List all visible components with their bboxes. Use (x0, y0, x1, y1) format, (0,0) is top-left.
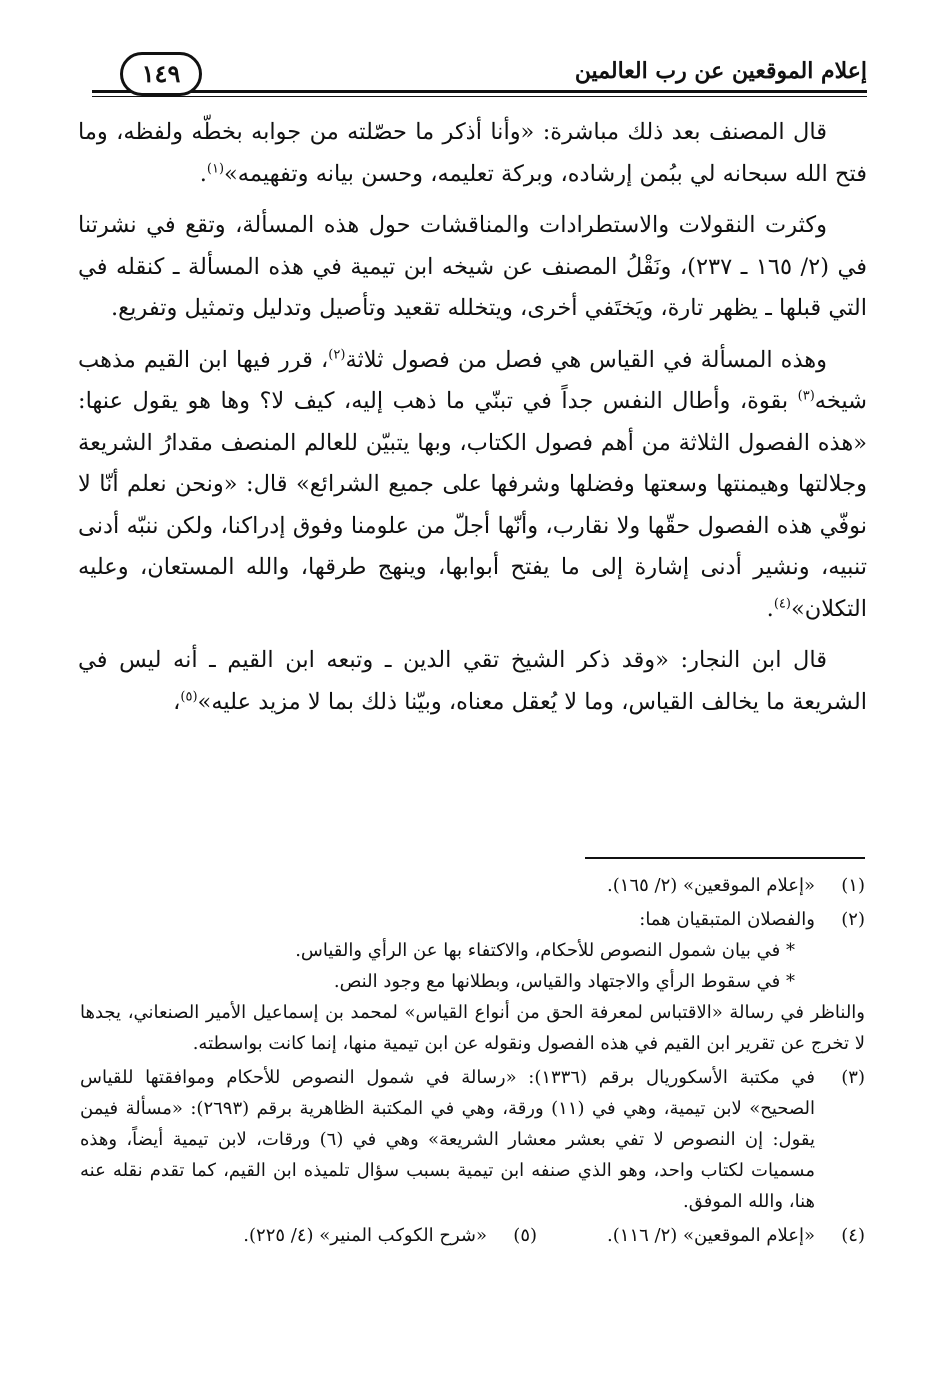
footnote-number: (١) (841, 875, 865, 896)
footnote-text (80, 904, 865, 1059)
footnote-number: (٣) (841, 1067, 865, 1088)
main-text (78, 112, 867, 733)
running-header (92, 52, 867, 102)
paragraph-3-end: . (766, 595, 774, 622)
footnote-ref-2: (٢) (328, 347, 346, 362)
paragraph-1-end: . (199, 160, 207, 187)
footnote-2-bullet-2: * في سقوط الرأي والاجتهاد والقياس، وبطلانها مع وجود النص. (333, 971, 795, 992)
footnote-2-intro: والفصلان المتبقيان هما: (639, 909, 815, 930)
paragraph-3 (78, 340, 867, 631)
footnote-number: (٤) (841, 1225, 865, 1246)
footnote-2-continuation: والناظر في رسالة «الاقتباس لمعرفة الحق من أنواع القياس» لمحمد بن إسماعيل الأمير الصنعاني، يجدها لا تخرج عن تقرير ابن القيم في هذه الفصول ونقوله عن ابن تيمية منها، إنما كانت بواسطته. (80, 1002, 865, 1054)
footnote-row-4-5 (80, 1220, 865, 1254)
footnote-2-bullet-1: * في بيان شمول النصوص للأحكام، والاكتفاء بها عن الرأي والقياس. (295, 940, 795, 961)
paragraph-4-text: قال ابن النجار: «وقد ذكر الشيخ تقي الدين ـ وتبعه ابن القيم ـ أنه ليس في الشريعة ما يخالف القياس، وما لا يُعقل معناه، وبيّنا ذلك بما لا مزيد عليه» (78, 647, 867, 715)
footnote-ref-1: (١) (206, 161, 225, 176)
footnote-number: (٢) (841, 909, 865, 930)
footnote-1 (80, 870, 865, 901)
header-rule-thin (92, 96, 867, 97)
paragraph-3-part-c: بقوة، وأطال النفس جداً في تبنّي ما ذهب إليه، كيف لا؟ وها هو يقول عنها: «هذه الفصول الثلاثة من أهم فصول الكتاب، وبها يتبيّن للعالم المنصف مقدارُ الشريعة وجلالتها وهيمنتها وسعتها وفضلها وشرفها على جميع الشرائع» قال: «ونحن نعلم أنّا لا نوفّي هذه الفصول حقّها ولا نقارب، وأنّها أجلّ من علومنا وفوق إدراكنا، ولكن ننبّه أدنى تنبيه، ونشير أدنى إشارة إلى ما يفتح أبوابها، وينهج طرقها، والله المستعان، وعليه التكلان» (78, 388, 867, 622)
paragraph-1-text: قال المصنف بعد ذلك مباشرة: «وأنا أذكر ما حصّلته من جوابه بخطّه ولفظه، وما فتح الله سبحانه لي ببُمن إرشاده، وبركة تعليمه، وحسن بيانه وتفهيمه» (78, 119, 867, 187)
paragraph-4-end: ، (173, 688, 181, 715)
paragraph-2: وكثرت النقولات والاستطرادات والمناقشات حول هذه المسألة، وتقع في نشرتنا في (٢/ ١٦٥ ـ ٢٣٧)، ونَقْلُ المصنف عن شيخه ابن تيمية في هذه المسألة ـ كنقله في التي قبلها ـ يظهر تارة، ويَختَفي أخرى، ويتخلله تقعيد وتأصيل وتدليل وتمثيل وتفريع. (78, 212, 867, 321)
paragraph-4 (78, 640, 867, 723)
footnote-ref-5: (٥) (180, 689, 198, 704)
footnote-separator (585, 857, 865, 859)
footnotes (80, 870, 865, 1254)
footnote-number: (٥) (513, 1225, 538, 1246)
footnote-ref-4: (٤) (773, 596, 791, 611)
footnote-3 (80, 1062, 865, 1217)
footnote-ref-3: (٣) (797, 388, 815, 404)
footnote-text: «إعلام الموقعين» (٢/ ١٦٥). (607, 875, 815, 896)
paragraph-1 (78, 112, 867, 195)
footnote-4 (607, 1220, 865, 1251)
footnote-text: «إعلام الموقعين» (٢/ ١١٦). (607, 1225, 815, 1246)
header-rule-thick (92, 90, 867, 93)
page-number: ١٤٩ (120, 52, 202, 96)
paragraph-3-part-a: وهذه المسألة في القياس هي فصل من فصول ثلاثة (345, 346, 827, 373)
footnote-text: في مكتبة الأسكوريال برقم (١٣٣٦): «رسالة في شمول النصوص للأحكام وموافقتها للقياس الصحيح» لابن تيمية، وهي في (١١) ورقة، وهي في المكتبة الظاهرية برقم (٢٦٩٣): «مسألة فيمن يقول: إن النصوص لا تفي بعشر معشار الشريعة» وهي في (٦) ورقات، لابن تيمية أيضاً، وهذه مسميات لكتاب واحد، وهو الذي صنفه ابن تيمية بسبب سؤال تلميذه ابن القيم، كما تقدم نقله عنه هنا، والله الموفق. (80, 1067, 815, 1212)
paragraph-3-part-b: ، قرر فيها ابن القيم مذهب شيخه (78, 346, 867, 414)
footnote-5 (243, 1220, 537, 1251)
footnote-text: «شرح الكوكب المنير» (٤/ ٢٢٥). (243, 1225, 488, 1246)
footnote-2 (80, 904, 865, 1059)
header-title: إعلام الموقعين عن رب العالمين (574, 58, 867, 84)
